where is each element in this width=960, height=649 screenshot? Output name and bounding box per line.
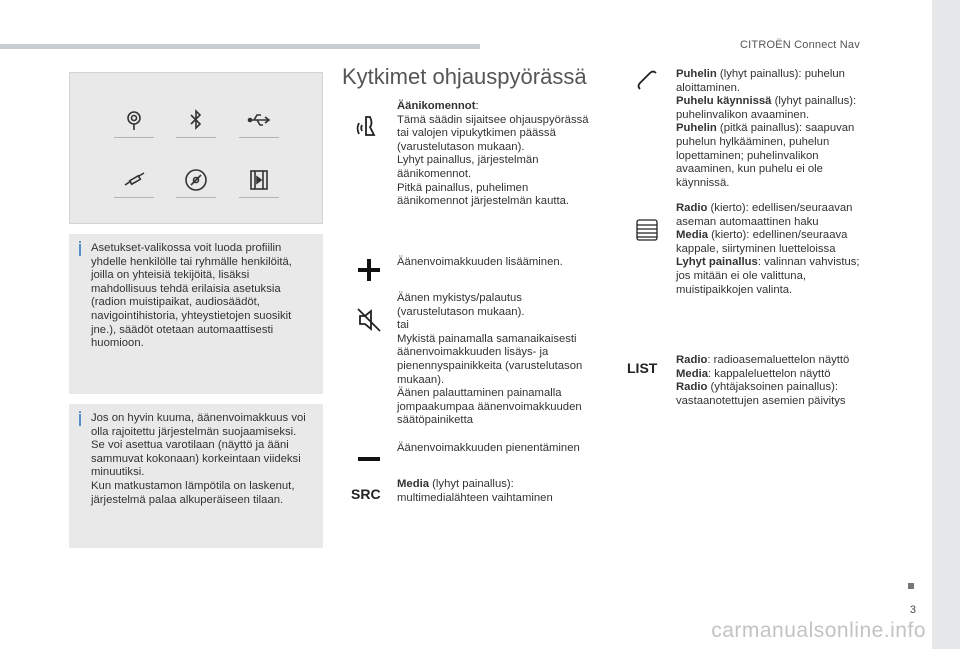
disc-icon xyxy=(175,159,217,201)
voice-command-description: Äänikomennot: Tämä säädin sijaitsee ohjauspyörässä tai valojen vipukytkimen päässä (varustelutason mukaan). Lyhyt painallus, järjestelmän äänikomennot. Pitkä painallus, puhelimen äänikomennot järjestelmän kautta. xyxy=(397,100,589,208)
usb-icon xyxy=(238,99,280,141)
divider xyxy=(239,197,279,198)
volume-down-description: Äänenvoimakkuuden pienentäminen xyxy=(397,442,580,454)
continuation-marker xyxy=(908,583,914,589)
video-icon xyxy=(238,159,280,201)
watermark: carmanualsonline.info xyxy=(711,619,926,642)
bluetooth-icon xyxy=(175,99,217,141)
info-note-temperature: Jos on hyvin kuuma, äänenvoimakkuus voi olla rajoitettu järjestelmän suojaamiseksi. Se voi asettua varotilaan (näyttö ja ääni sammuvat kokonaan) korkeintaan viideksi minuutiksi. Kun matkustamon lämpötila on laskenut, järjestelmä palaa alkuperäiseen tilaan. xyxy=(69,404,323,548)
phone-description: Puhelin (lyhyt painallus): puhelun aloittaminen. Puhelu käynnissä (lyhyt painallus): puhelinvalikon avaaminen. Puhelin (pitkä painallus): saapuvan puhelun hylkääminen, puhelun lopettaminen; puhelinvalikon avaaminen, kun puhelu ei ole käynnissä. xyxy=(676,68,857,189)
scroll-wheel-icon xyxy=(622,210,672,250)
page-number: 3 xyxy=(909,604,916,616)
divider xyxy=(114,137,154,138)
source-icons-panel xyxy=(69,72,323,224)
divider xyxy=(176,137,216,138)
section-title: Kytkimet ohjauspyörässä xyxy=(342,64,587,89)
mute-description: Äänen mykistys/palautus (varustelutason mukaan). tai Mykistä painamalla samanaikaisesti äänenvoimakkuuden lisäys- ja pienennyspainikkeita (varustelutason mukaan). Äänen palauttaminen painamalla jompaakumpaa äänenvoimakkuuden säätöpainiketta xyxy=(397,292,583,427)
top-bar xyxy=(0,44,480,49)
list-description: Radio: radioasemaluettelon näyttö Media: kappaleluettelon näyttö Radio (yhtäjaksoinen painallus): vastaanotettujen asemien päivitys xyxy=(676,354,850,407)
mute-icon xyxy=(344,300,394,340)
scroll-wheel-description: Radio (kierto): edellisen/seuraavan aseman automaattinen haku Media (kierto): edellinen/seuraava kappale, siirtyminen luetteloissa Lyhyt painallus: valinnan vahvistus; jos mitään ei ole valittuna, muistipaikkojen valinta. xyxy=(676,202,860,296)
header-title: CITROËN Connect Nav xyxy=(740,39,860,51)
phone-icon xyxy=(622,62,672,102)
aux-cable-icon xyxy=(113,159,155,201)
divider xyxy=(114,197,154,198)
plus-icon xyxy=(344,250,394,290)
voice-command-icon xyxy=(344,106,394,146)
src-description: Media (lyhyt painallus): multimedialähteen vaihtaminen xyxy=(397,478,553,504)
src-label: SRC xyxy=(351,486,381,502)
minus-icon xyxy=(344,436,394,476)
volume-up-description: Äänenvoimakkuuden lisääminen. xyxy=(397,256,563,268)
info-note-profiles: Asetukset-valikossa voit luoda profiilin yhdelle henkilölle tai ryhmälle henkilöitä, joilla on yhteisiä tekijöitä, lisäksi mahdollisuus tehdä erilaisia asetuksia (radion muistipaikat, audiosäädöt, navigointihistoria, yhteystietojen suosikit jne.), säädöt otetaan automaattisesti huomioon. xyxy=(69,234,323,394)
divider xyxy=(176,197,216,198)
podcast-icon xyxy=(113,99,155,141)
divider xyxy=(239,137,279,138)
list-label: LIST xyxy=(627,360,658,376)
page-edge-strip xyxy=(932,0,960,649)
